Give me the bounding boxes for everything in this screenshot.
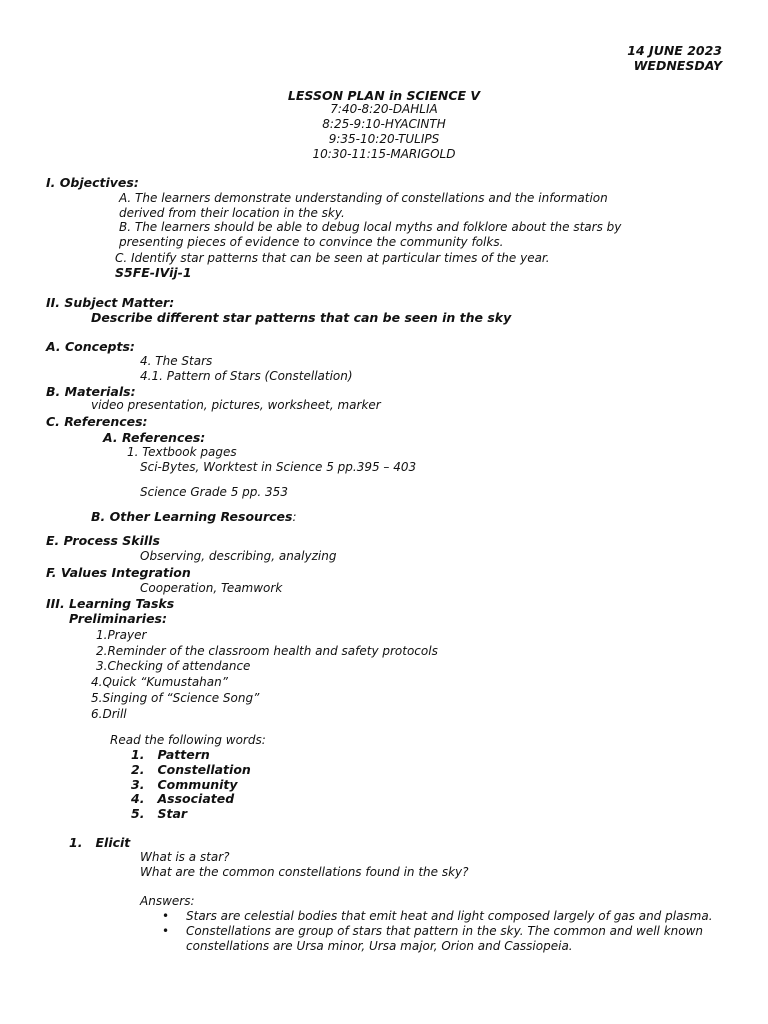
objective-b-line2: presenting pieces of evidence to convince the community folks. [119,235,504,249]
reference-item-2: Science Grade 5 pp. 353 [140,485,288,499]
answers-label: Answers: [140,894,195,908]
materials-heading: B. Materials: [46,384,136,399]
reference-item-1-detail: Sci-Bytes, Worktest in Science 5 pp.395 – 403 [140,460,417,474]
schedule-line: 7:40-8:20-DAHLIA [330,102,438,116]
elicit-question: What is a star? [140,850,230,864]
materials-text: video presentation, pictures, worksheet, marker [91,398,381,412]
preliminary-item: 2.Reminder of the classroom health and safety protocols [96,644,438,658]
objective-a-line1: A. The learners demonstrate understanding of constellations and the information [119,191,608,205]
values-text: Cooperation, Teamwork [140,581,283,595]
schedule-line: 9:35-10:20-TULIPS [328,132,440,146]
objective-b-line1: B. The learners should be able to debug local myths and folklore about the stars by [119,220,622,234]
preliminary-item: 3.Checking of attendance [96,659,251,673]
schedule-line: 10:30-11:15-MARIGOLD [312,147,456,161]
references-heading: C. References: [46,414,148,429]
values-heading: F. Values Integration [46,565,191,580]
lesson-date: 14 JUNE 2023 [627,43,722,58]
subject-matter-heading: II. Subject Matter: [46,295,175,310]
reference-item-1: 1. Textbook pages [127,445,237,459]
process-skills-text: Observing, describing, analyzing [140,549,337,563]
drill-word: 1. Pattern [131,747,210,762]
drill-word: 5. Star [131,806,188,821]
learning-tasks-heading: III. Learning Tasks [46,596,175,611]
objectives-heading: I. Objectives: [46,175,139,190]
process-skills-heading: E. Process Skills [46,533,160,548]
subject-matter-topic: Describe different star patterns that can be seen in the sky [91,310,512,325]
answer-item: • Constellations are group of stars that pattern in the sky. The common and well known [186,924,703,939]
objective-c: C. Identify star patterns that can be seen at particular times of the year. [115,251,550,265]
lesson-day: WEDNESDAY [633,58,722,73]
preliminaries-heading: Preliminaries: [69,611,167,626]
elicit-heading: 1. Elicit [69,835,131,850]
answer-item: • Stars are celestial bodies that emit heat and light composed largely of gas and plasma. [186,909,713,924]
drill-word: 3. Community [131,777,238,792]
references-subheading: A. References: [103,430,206,445]
lesson-title: LESSON PLAN in SCIENCE V [287,88,481,103]
objective-a-line2: derived from their location in the sky. [119,206,345,220]
preliminary-item: 1.Prayer [96,628,147,642]
preliminary-item: 4.Quick “Kumustahan” [91,675,228,689]
read-words-prompt: Read the following words: [110,733,266,747]
elicit-question: What are the common constellations found in the sky? [140,865,469,879]
drill-word: 4. Associated [131,791,235,806]
preliminary-item: 6.Drill [91,707,127,721]
concept-item: 4. The Stars [140,354,213,368]
other-resources-heading: B. Other Learning Resources: [91,509,297,524]
preliminary-item: 5.Singing of “Science Song” [91,691,260,705]
competency-code: S5FE-IVij-1 [115,265,192,280]
schedule-line: 8:25-9:10-HYACINTH [322,117,446,131]
concept-item: 4.1. Pattern of Stars (Constellation) [140,369,353,383]
drill-word: 2. Constellation [131,762,251,777]
answer-item-continuation: constellations are Ursa minor, Ursa major, Orion and Cassiopeia. [186,939,573,953]
concepts-heading: A. Concepts: [46,339,135,354]
